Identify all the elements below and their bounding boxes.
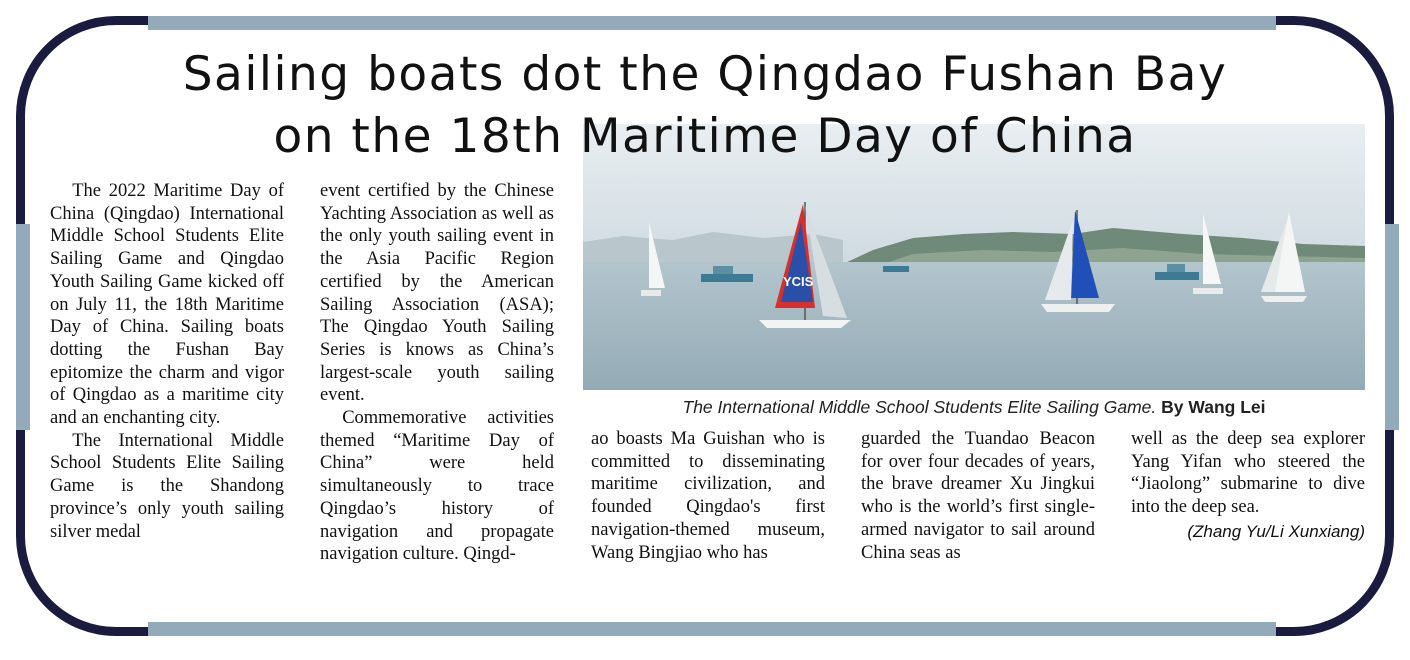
article-paragraph: Commemorative activities themed “Maritime Day of China” were held simultaneously to trace Qingdao’s history of navigation and propagate navigation culture. Qingd- <box>320 408 554 565</box>
article-column-3 <box>591 428 825 564</box>
left-accent-bar <box>16 224 30 430</box>
author-credit: (Zhang Yu/Li Xunxiang) <box>1187 521 1365 541</box>
photo-caption-text: The International Middle School Students Elite Sailing Game. <box>682 397 1157 417</box>
photo-byline: By Wang Lei <box>1161 397 1266 417</box>
sea <box>583 262 1365 390</box>
sail-logo-text: YCIS <box>783 274 814 289</box>
headline <box>60 44 1350 168</box>
bottom-accent-bar <box>148 622 1276 636</box>
article-paragraph: well as the deep sea explorer Yang Yifan who steered the “Jiaolong” submarine to dive into the deep sea. <box>1131 429 1365 518</box>
headline-line-1: Sailing boats dot the Qingdao Fushan Bay <box>182 47 1228 102</box>
article-paragraph: The 2022 Maritime Day of China (Qingdao) International Middle School Students Elite Sailing Game and Qingdao Youth Sailing Game kicked off on July 11, the 18th Maritime Day of China. Sailing boats dotting the Fushan Bay epitomize the charm and vigor of Qingdao as a maritime city and an enchanting city. <box>50 181 284 429</box>
headline-line-2: on the 18th Maritime Day of China <box>273 109 1137 164</box>
article-column-2 <box>320 180 554 566</box>
top-accent-bar <box>148 16 1276 30</box>
article-column-1 <box>50 180 284 543</box>
article-paragraph: event certified by the Chinese Yachting Association as well as the only youth sailing event in the Asia Pacific Region certified by the American Sailing Association (ASA); The Qingdao Youth Sailing Series is knows as China’s largest-scale youth sailing event. <box>320 181 554 406</box>
photo-caption <box>583 396 1365 418</box>
article-paragraph: The International Middle School Students Elite Sailing Game is the Shandong province’s only youth sailing silver medal <box>50 430 284 542</box>
article-paragraph: ao boasts Ma Guishan who is committed to disseminating maritime civilization, and founded Qingdao's first navigation-themed museum, Wang Bingjiao who has <box>591 429 825 563</box>
article-paragraph: guarded the Tuandao Beacon for over four decades of years, the brave dreamer Xu Jingkui who is the world’s first single-armed navigator to sail around China seas as <box>861 429 1095 563</box>
fishing-boat-2 <box>883 266 909 272</box>
article-column-4 <box>861 428 1095 564</box>
right-accent-bar <box>1385 224 1399 430</box>
article-column-5 <box>1131 428 1365 543</box>
